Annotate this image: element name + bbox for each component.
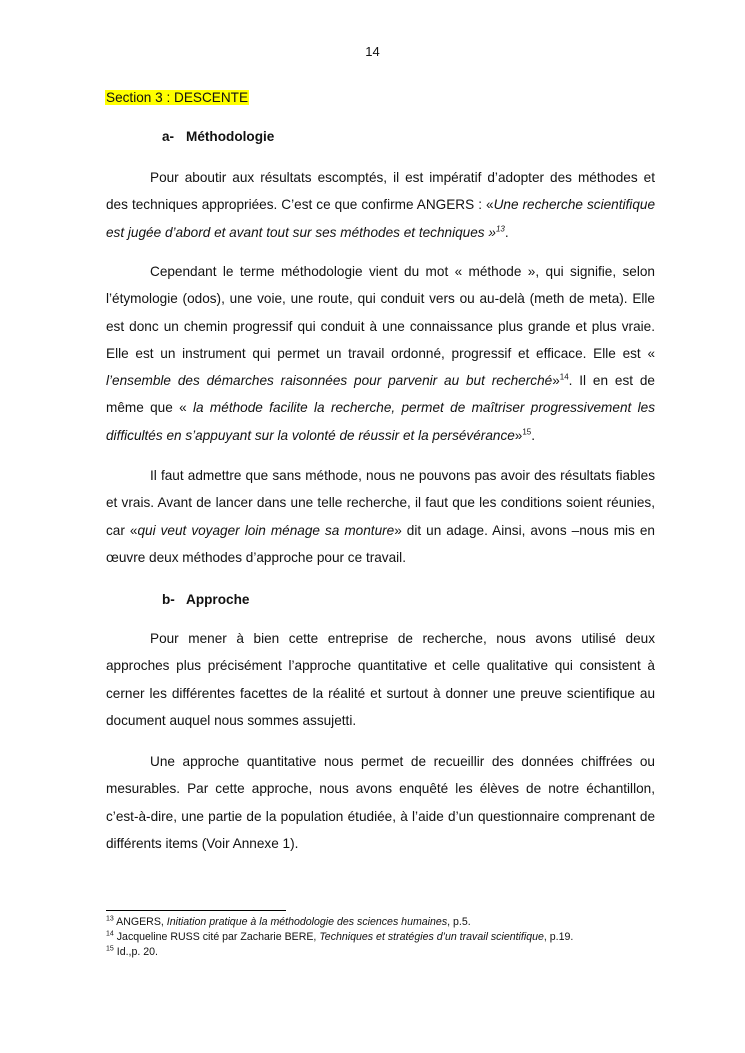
paragraph-1 — [106, 164, 655, 246]
footnote-title: Techniques et stratégies d’un travail scientifique — [319, 931, 544, 943]
paragraph-4: Pour mener à bien cette entreprise de recherche, nous avons utilisé deux approches plus précisément l’approche quantitative et celle qualitative qui consistent à cerner les différentes facettes de la réalité et surtout à donner une preuve scientifique au document auquel nous sommes assujetti. — [106, 631, 655, 728]
footnote-number: 15 — [106, 945, 114, 953]
section-title-highlight: Section 3 : DESCENTE — [106, 90, 249, 105]
subheading-approche — [162, 592, 249, 607]
footnote-ref-14[interactable]: 14 — [559, 372, 569, 382]
page-number: 14 — [365, 44, 380, 59]
paragraph-text: Il faut admettre que sans méthode, nous ne pouvons pas avoir des résultats fiables et vrais. Avant de lancer dans une telle recherche, il faut que les conditions soient réunies, car « — [106, 468, 655, 538]
paragraph-text: Cependant le terme méthodologie vient du mot « méthode », qui signifie, selon l’étymologie (odos), une voie, une route, qui conduit vers ou au-delà (meth de meta). Elle est donc un chemin progressif qui conduit à une connaissance plus grande et plus vraie. Elle est un instrument qui permet un travail ordonné, progressif et efficace. Elle est « — [106, 264, 655, 361]
paragraph-3 — [106, 462, 655, 571]
footnote-title: Initiation pratique à la méthodologie des sciences humaines — [166, 916, 448, 928]
subheading-methodologie — [162, 129, 274, 144]
subheading-marker: b- — [162, 592, 175, 607]
footnote-ref-13[interactable]: 13 — [495, 224, 505, 234]
footnote-ref-15[interactable]: 15 — [522, 427, 532, 437]
footnote-13 — [106, 915, 666, 930]
quote-close: » — [552, 373, 560, 389]
footnote-15 — [106, 945, 666, 960]
paragraph-text: . Il en est de même que « — [106, 373, 655, 416]
footnote-text: , p.5. — [447, 916, 471, 928]
footnote-text: ANGERS, — [116, 916, 167, 928]
quote-definition: l’ensemble des démarches raisonnées pour parvenir au but recherché — [106, 373, 553, 389]
quote-close: » — [514, 427, 523, 443]
footnote-separator — [106, 910, 286, 911]
quote-angers: Une recherche scientifique est jugée d’abord et avant tout sur ses méthodes et techniques » — [106, 197, 655, 240]
subheading-marker: a- — [162, 129, 175, 144]
footnote-text: Id.,p. 20. — [116, 946, 158, 958]
footnote-text: Jacqueline RUSS cité par Zacharie BERE, — [116, 931, 320, 943]
footnotes — [106, 915, 666, 960]
paragraph-5: Une approche quantitative nous permet de recueillir des données chiffrées ou mesurables. Par cette approche, nous avons enquêté les élèves de notre échantillon, c’est-à-dire, une partie de la population étudiée, à l’aide d’un questionnaire comprenant de différents items (Voir Annexe 1). — [106, 754, 655, 851]
punctuation: . — [504, 224, 509, 240]
paragraph-2 — [106, 258, 655, 449]
paragraph-text: Pour aboutir aux résultats escomptés, il est impératif d’adopter des méthodes et des techniques appropriées. C’est ce que confirme ANGERS : « — [106, 170, 655, 213]
footnote-number: 14 — [106, 930, 114, 938]
subheading-title: Méthodologie — [186, 129, 275, 144]
punctuation: . — [531, 427, 536, 443]
footnote-number: 13 — [106, 915, 114, 923]
quote-methode: la méthode facilite la recherche, permet de maîtriser progressivement les difficultés en s’appuyant sur la volonté de réussir et la persévérance — [106, 400, 655, 443]
section-title — [105, 89, 249, 107]
footnote-text: , p.19. — [543, 931, 574, 943]
footnote-14 — [106, 930, 666, 945]
subheading-title: Approche — [186, 592, 250, 607]
paragraph-text: » dit un adage. Ainsi, avons –nous mis en œuvre deux méthodes d’approche pour ce travail. — [106, 522, 655, 565]
quote-adage: qui veut voyager loin ménage sa monture — [137, 522, 395, 538]
